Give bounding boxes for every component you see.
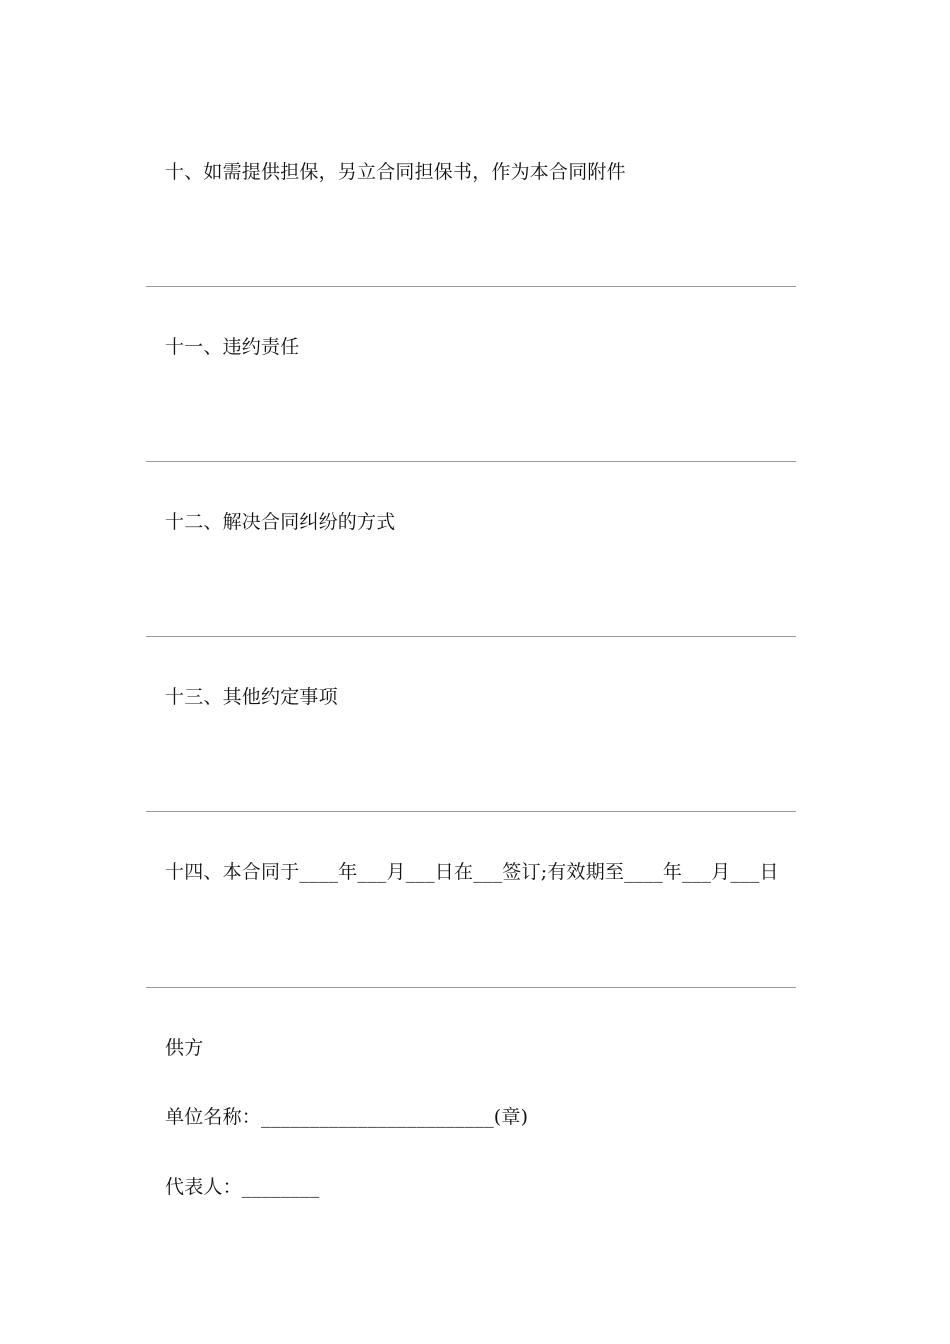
divider-line <box>146 636 796 637</box>
unit-name-field: 单位名称：________________________(章) <box>165 1106 529 1128</box>
clause-13-other-matters: 十三、其他约定事项 <box>165 686 338 708</box>
divider-line <box>146 811 796 812</box>
clause-12-dispute-resolution: 十二、解决合同纠纷的方式 <box>165 511 396 533</box>
clause-11-liability: 十一、违约责任 <box>165 336 300 358</box>
clause-10-guarantee: 十、如需提供担保，另立合同担保书，作为本合同附件 <box>165 161 626 183</box>
divider-line <box>146 286 796 287</box>
divider-line <box>146 987 796 988</box>
divider-line <box>146 461 796 462</box>
representative-field: 代表人：________ <box>165 1176 320 1198</box>
clause-14-signing-date: 十四、本合同于____年___月___日在___签订;有效期至____年___月___日 <box>165 861 779 883</box>
supplier-label: 供方 <box>165 1037 204 1059</box>
